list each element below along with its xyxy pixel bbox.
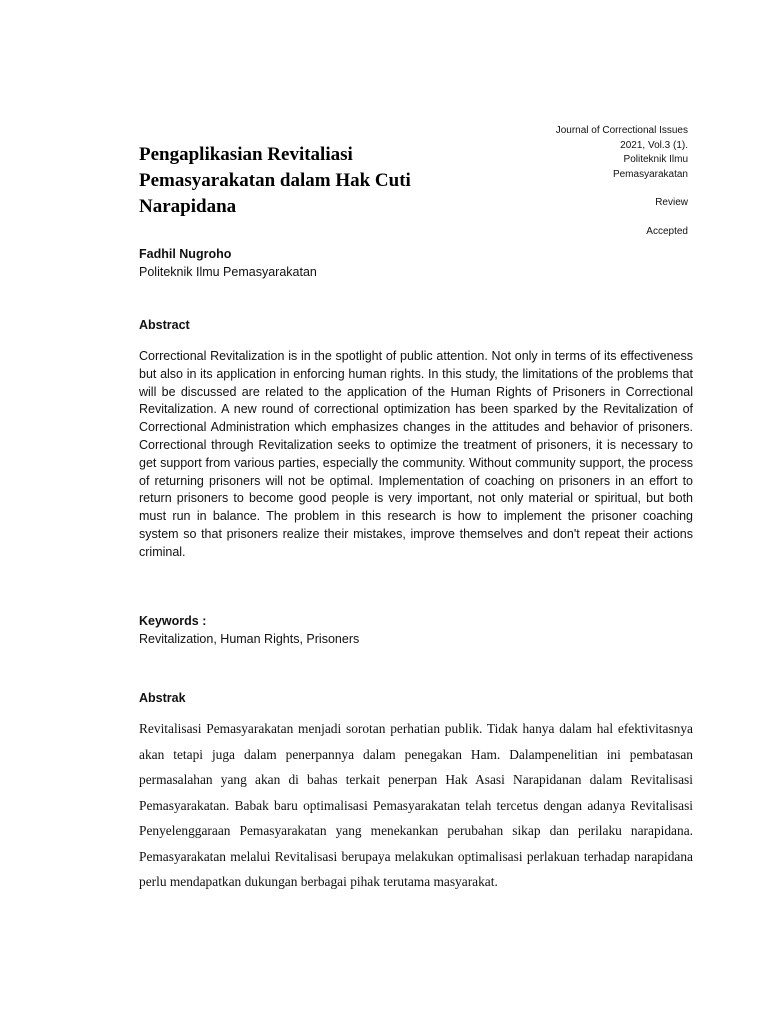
journal-publisher-line1: Politeknik Ilmu <box>623 154 688 165</box>
keywords-label: Keywords : <box>139 614 207 628</box>
journal-name: Journal of Correctional Issues <box>555 125 688 136</box>
journal-info <box>488 124 688 239</box>
keywords-block <box>139 612 359 648</box>
abstract-text: Correctional Revitalization is in the spotlight of public attention. Not only in terms of its effectiveness but also in its application in enforcing human rights. In this study, the limitations of the problems that will be discussed are related to the application of the Human Rights of Prisoners in Correctional Revitalization. A new round of correctional optimization has been sparked by the Revitalization of Correctional Administration which emphasizes changes in the attitudes and behavior of prisoners. Correctional through Revitalization seeks to optimize the treatment of prisoners, it is necessary to get support from various parties, especially the community. Without community support, the process of returning prisoners will not be optimal. Implementation of coaching on prisoners in an effort to return prisoners to become good people is very important, not only material or spiritual, but both must run in balance. The problem in this research is how to implement the prisoner coaching system so that prisoners realize their mistakes, improve themselves and don't repeat their actions criminal. <box>139 349 693 559</box>
author-block <box>139 245 317 281</box>
paper-title: Pengaplikasian Revitaliasi Pemasyarakatan dalam Hak Cuti Narapidana <box>139 144 411 217</box>
accepted-status: Accepted <box>646 225 688 237</box>
journal-publisher-line2: Pemasyarakatan <box>612 168 688 180</box>
journal-volume: 2021, Vol.3 (1). <box>620 139 688 151</box>
review-status: Review <box>655 197 688 208</box>
author-name: Fadhil Nugroho <box>139 247 232 261</box>
abstrak-text: Revitalisasi Pemasyarakatan menjadi sorotan perhatian publik. Tidak hanya dalam hal efektivitasnya akan tetapi juga dalam penerpannya dalam penegakan Ham. Dalampenelitian ini pembatasan permasalahan yang akan di bahas terkait penerpan Hak Asasi Narapidanan dalam Revitalisasi Pemasyarakatan. Babak baru optimalisasi Pemasyarakatan telah tercetus dengan adanya Revitalisasi Penyelenggaraan Pemasyarakatan yang menekankan perubahan sikap dan perilaku narapidana. Pemasyarakatan melalui Revitalisasi berupaya melakukan optimalisasi perlakuan terhadap narapidana perlu mendapatkan dukungan berbagai pihak terutama masyarakat. <box>139 721 693 889</box>
abstract-heading: Abstract <box>139 318 190 332</box>
abstrak-heading: Abstrak <box>139 691 186 705</box>
author-affiliation: Politeknik Ilmu Pemasyarakatan <box>139 265 317 279</box>
keywords-text: Revitalization, Human Rights, Prisoners <box>139 632 360 646</box>
